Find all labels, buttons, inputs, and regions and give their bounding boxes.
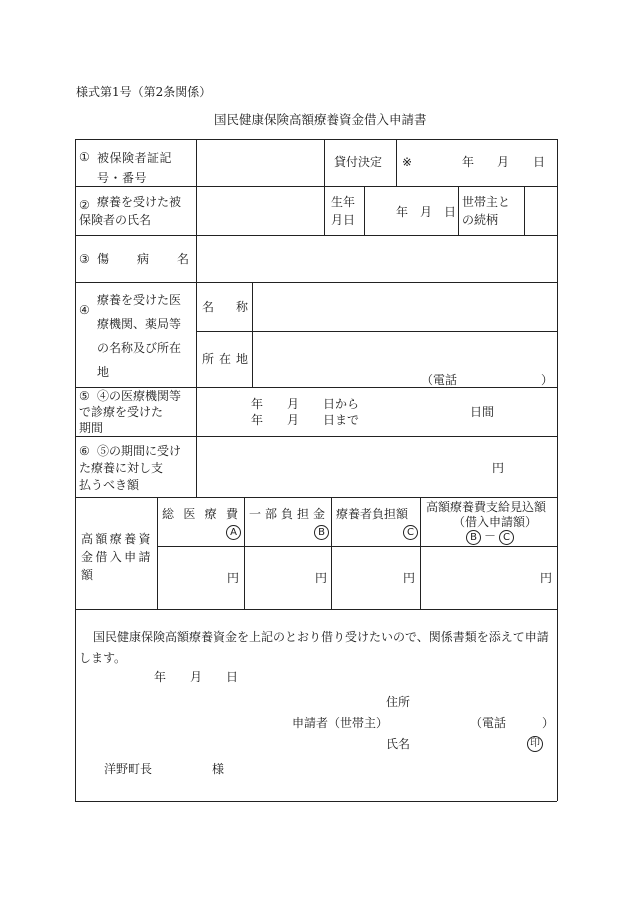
addressee-honorific: 様	[212, 762, 225, 776]
loan-amount-label: 高額療養資金借入申請額	[81, 532, 151, 582]
row6-label-line2: た療養に対し支	[79, 461, 164, 475]
row6-number: ⑥	[79, 444, 90, 458]
birth-year-label: 年	[396, 205, 409, 219]
form-number: 様式第1号（第2条関係）	[76, 85, 212, 99]
symbol-a: A	[226, 525, 241, 540]
injury-illness-label: 傷病名	[97, 252, 189, 266]
period-days-label: 日間	[470, 405, 495, 419]
row6-label-line3: 払うべき額	[79, 478, 140, 492]
birthdate-label-line1: 生年	[331, 195, 356, 209]
declaration-text-line2: します。	[79, 651, 127, 665]
partial-copay-title: 一部負担金	[249, 507, 325, 521]
row1-number: ①	[79, 150, 90, 164]
row4-label-line1: 療養を受けた医	[97, 293, 182, 307]
row5-number: ⑤	[79, 389, 90, 403]
total-medical-cost-title: 総医療費	[162, 507, 238, 521]
application-date: 年 月 日	[154, 670, 239, 684]
facility-address-label: 所在地	[202, 352, 248, 366]
payable-amount-yen: 円	[492, 461, 505, 475]
row6-label-line1: ⑤の期間に受け	[97, 444, 182, 458]
expected-benefit-subtitle: （借入申請額）	[453, 515, 538, 529]
relationship-label-line1: 世帯主と	[462, 195, 511, 209]
total-cost-yen: 円	[227, 571, 240, 585]
formula-b-minus-c: B － C	[466, 530, 514, 545]
applicant-label: 申請者（世帯主）	[292, 716, 389, 730]
applicant-name-label: 氏名	[386, 737, 411, 751]
facility-name-field[interactable]	[253, 283, 557, 331]
row5-label-line2: で診療を受けた	[79, 405, 164, 419]
row5-label-line3: 期間	[79, 421, 104, 435]
relationship-label-line2: の続柄	[462, 213, 499, 227]
decision-month-label: 月	[497, 155, 510, 169]
row4-number: ④	[79, 303, 90, 317]
expected-benefit-title: 高額療養費支給見込額	[426, 500, 547, 514]
loan-decision-label: 貸付決定	[334, 155, 383, 169]
symbol-c: C	[403, 525, 418, 540]
patient-burden-title: 療養者負担額	[336, 507, 409, 521]
form-title: 国民健康保険高額療養資金借入申請書	[214, 112, 427, 127]
injury-illness-field[interactable]	[197, 236, 557, 282]
decision-year-label: 年	[462, 155, 475, 169]
seal-mark: 印	[527, 736, 543, 752]
birthdate-label-line2: 月日	[331, 213, 356, 227]
insured-name-field[interactable]	[197, 187, 324, 235]
facility-phone-label: （電話 ）	[421, 373, 554, 387]
decision-day-label: 日	[533, 155, 546, 169]
burden-yen: 円	[403, 571, 416, 585]
row1-label: 被保険者証記号・番号	[97, 151, 173, 185]
row4-label-line3: の名称及び所在	[97, 341, 182, 355]
row2-label-line1: 療養を受けた被	[97, 195, 182, 209]
period-from: 年 月 日から	[251, 397, 360, 411]
period-to: 年 月 日まで	[251, 413, 360, 427]
benefit-yen: 円	[540, 571, 553, 585]
row2-label-line2: 保険者の氏名	[79, 213, 152, 227]
copay-yen: 円	[315, 571, 328, 585]
official-use-mark: ※	[402, 155, 413, 169]
row5-label-line1: ④の医療機関等	[97, 389, 182, 403]
row2-number: ②	[79, 198, 90, 212]
row4-label-line2: 療機関、薬局等	[97, 317, 182, 331]
birth-day-label: 日	[444, 205, 457, 219]
symbol-b: B	[314, 525, 329, 540]
birth-month-label: 月	[420, 205, 433, 219]
facility-name-label: 名称	[202, 300, 248, 314]
applicant-phone-label: （電話 ）	[470, 716, 555, 730]
addressee: 洋野町長	[104, 762, 153, 776]
row3-number: ③	[79, 252, 90, 266]
declaration-text-line1: 国民健康保険高額療養資金を上記のとおり借り受けたいので、関係書類を添えて申請	[93, 630, 549, 644]
row4-label-line4: 地	[97, 365, 110, 379]
applicant-address-label: 住所	[386, 695, 411, 709]
